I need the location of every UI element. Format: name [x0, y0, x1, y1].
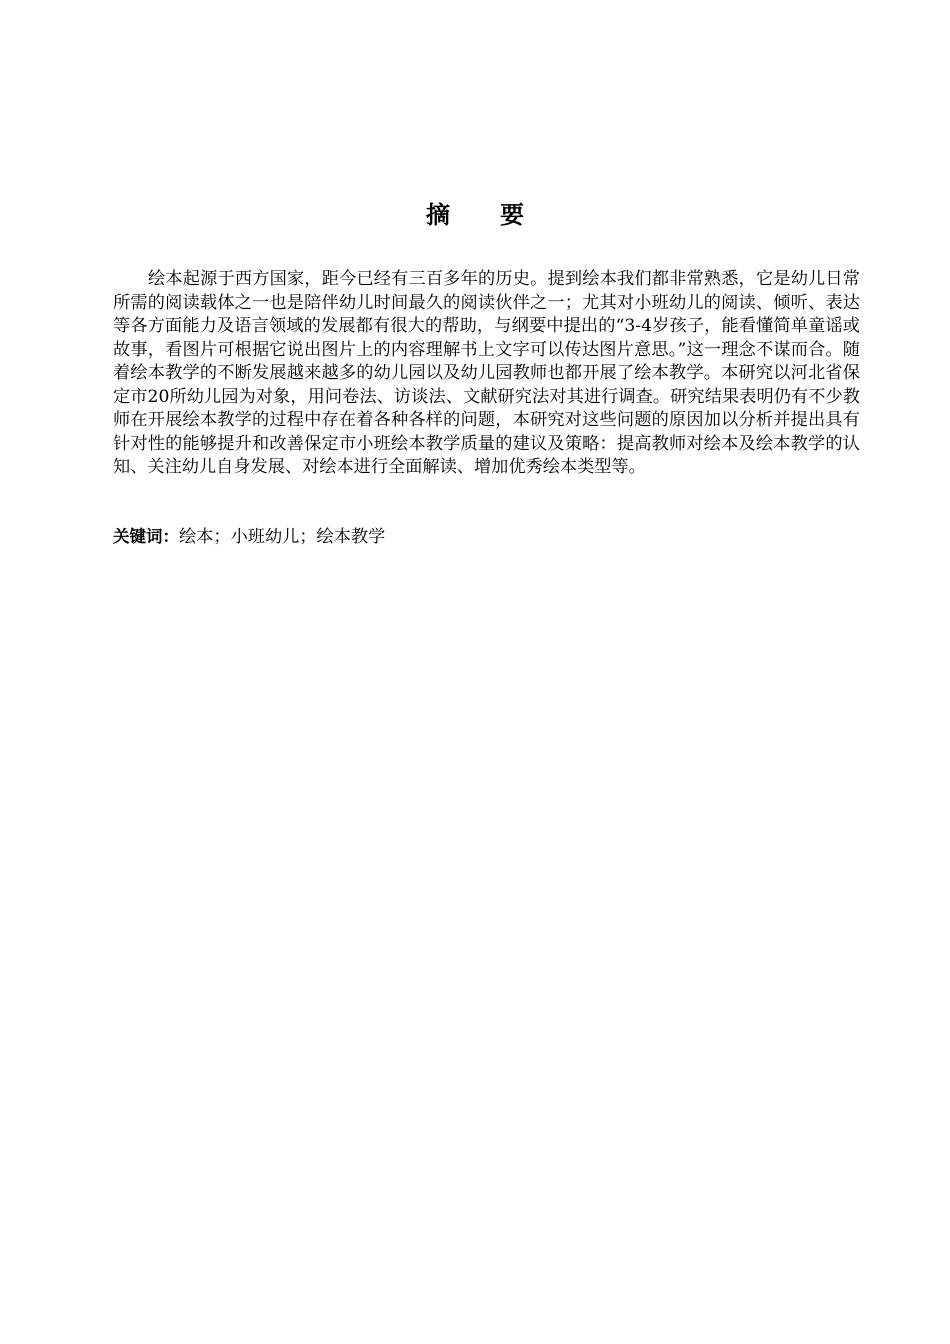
keywords-line — [113, 525, 860, 550]
abstract-title-char-2: 要 — [500, 201, 524, 229]
abstract-title-char-1: 摘 — [426, 201, 450, 229]
abstract-title — [0, 200, 950, 230]
keywords-value: 绘本；小班幼儿；绘本教学 — [179, 527, 386, 547]
keywords-label: 关键词： — [113, 527, 179, 546]
abstract-body: 绘本起源于西方国家，距今已经有三百多年的历史。提到绘本我们都非常熟悉，它是幼儿日常所需的阅读载体之一也是陪伴幼儿时间最久的阅读伙伴之一；尤其对小班幼儿的阅读、倾听、表达等各方面能力及语言领域的发展都有很大的帮助，与纲要中提出的“3-4岁孩子，能看懂简单童谣或故事，看图片可根据它说出图片上的内容理解书上文字可以传达图片意思。”这一理念不谋而合。随着绘本教学的不断发展越来越多的幼儿园以及幼儿园教师也都开展了绘本教学。本研究以河北省保定市20所幼儿园为对象，用问卷法、访谈法、文献研究法对其进行调查。研究结果表明仍有不少教师在开展绘本教学的过程中存在着各种各样的问题，本研究对这些问题的原因加以分析并提出具有针对性的能够提升和改善保定市小班绘本教学质量的建议及策略：提高教师对绘本及绘本教学的认知、关注幼儿自身发展、对绘本进行全面解读、增加优秀绘本类型等。 — [113, 269, 860, 477]
